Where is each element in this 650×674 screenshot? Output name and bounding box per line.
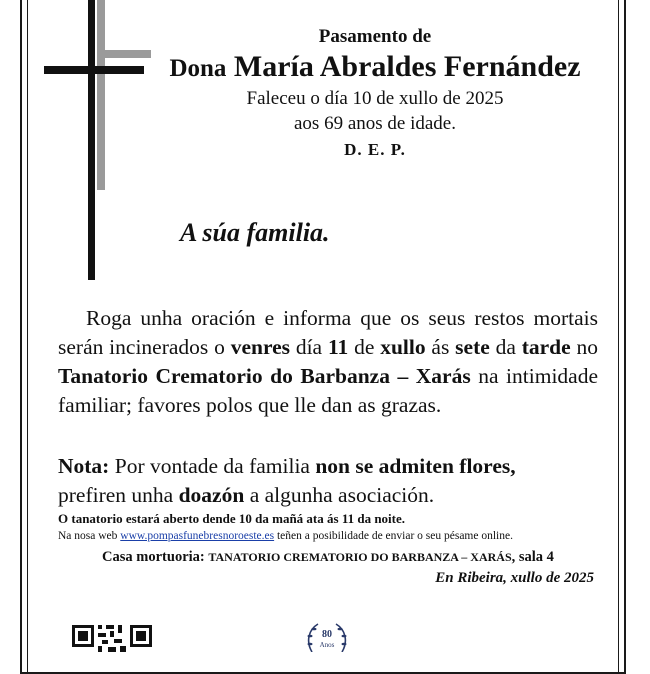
opening-hours: O tanatorio estará aberto dende 10 da mañá ata ás 11 da noite. [58,511,406,526]
body-bold-1: venres [230,335,291,359]
note-line-2 [58,481,603,510]
logo-word: Anos [319,641,335,649]
note-paragraph [58,452,603,510]
anniversary-logo-icon [302,622,352,652]
body-text-5: da [489,335,522,359]
announcement-body [58,304,598,420]
mortuary-label: Casa mortuoria: [102,549,209,565]
qr-code-icon[interactable] [72,622,154,652]
death-date: Faleceu o día 10 de xullo de 2025 [246,88,504,109]
body-bold-6: Tanatorio Crematorio do Barbanza – Xarás [58,364,471,388]
laurel-wreath-icon [302,622,352,652]
note-text-3: a algunha asociación. [244,483,435,507]
body-text-2: día [290,335,328,359]
body-text-1: Roga unha oración e informa que os seus restos mortais serán incinerados o [58,306,598,359]
note-label: Nota: [58,454,110,478]
deceased-name: María Abraldes Fernández [233,50,581,83]
note-bold-1: non se admiten flores, [315,454,516,478]
body-text-4: ás [425,335,456,359]
honorific: Dona [169,55,227,82]
body-bold-2: 11 [327,335,349,359]
cross-icon [0,0,160,285]
body-bold-4: sete [455,335,490,359]
place-and-date: En Ribeira, xullo de 2025 [435,570,594,586]
family-heading: A súa familia. [180,218,330,247]
age-at-death: aos 69 anos de idade. [294,113,456,134]
announcement-pretitle: Pasamento de [318,26,432,47]
mortuary-place: TANATORIO CREMATORIO DO BARBANZA – XARÁS [208,550,512,564]
rip-text: D. E. P. [344,140,406,159]
web-prefix: Na nosa web [58,530,121,542]
body-text-7: na intimidade familiar; favores polos que lle dan as grazas. [58,364,599,417]
deceased-name-line [150,50,600,84]
body-bold-3: xullo [380,335,426,359]
web-suffix: teñen a posibilidade de enviar o seu pésame online. [274,530,513,542]
mortuary-room: , sala 4 [511,549,554,565]
mortuary-line [60,549,596,566]
note-bold-2: doazón [178,483,245,507]
web-condolence-line [58,530,513,542]
body-bold-5: tarde [521,335,571,359]
note-text-1: Por vontade da familia [109,454,316,478]
website-link[interactable]: www.pompasfunebresnoroeste.es [120,530,275,542]
body-text-3: de [348,335,381,359]
logo-number: 80 [322,629,332,640]
body-text-6: no [570,335,599,359]
note-text-2: prefiren unha [58,483,179,507]
